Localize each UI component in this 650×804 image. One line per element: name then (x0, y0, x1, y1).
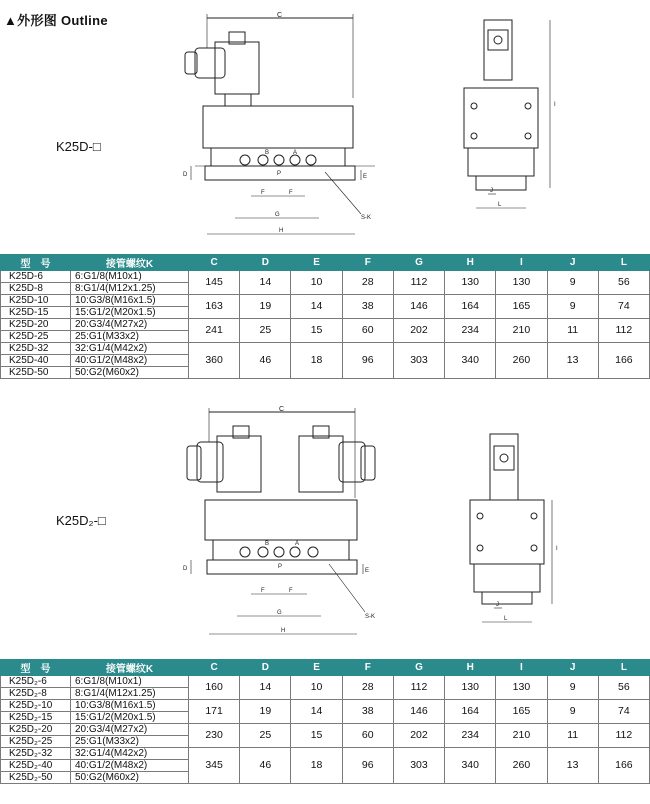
dim-label-j: J (496, 602, 499, 608)
table-row (1, 700, 650, 712)
value-cell: 56 (598, 271, 649, 295)
value-cell: 112 (393, 676, 444, 700)
model-cell: K25D₂-50 (1, 772, 71, 784)
value-cell: 260 (496, 748, 547, 784)
table-header-cell: D (240, 660, 291, 676)
value-cell: 160 (189, 676, 240, 700)
value-cell: 14 (240, 676, 291, 700)
table-header-cell: I (496, 660, 547, 676)
table-header-cell: H (445, 255, 496, 271)
thread-cell: 8:G1/4(M12x1.25) (71, 688, 189, 700)
table-header-row (1, 660, 650, 676)
value-cell: 130 (445, 271, 496, 295)
value-cell: 303 (393, 748, 444, 784)
value-cell: 166 (598, 748, 649, 784)
value-cell: 163 (189, 295, 240, 319)
value-cell: 210 (496, 319, 547, 343)
table-header-cell: 型 号 (1, 660, 71, 676)
page-heading: ▲外形图 Outline (4, 13, 108, 28)
thread-cell: 20:G3/4(M27x2) (71, 724, 189, 736)
value-cell: 9 (547, 676, 598, 700)
value-cell: 130 (445, 676, 496, 700)
value-cell: 13 (547, 748, 598, 784)
value-cell: 25 (240, 724, 291, 748)
model-cell: K25D-8 (1, 283, 71, 295)
table-header-cell: J (547, 255, 598, 271)
thread-cell: 50:G2(M60x2) (71, 367, 189, 379)
dim-label-d: D (183, 566, 188, 572)
value-cell: 303 (393, 343, 444, 379)
value-cell: 166 (598, 343, 649, 379)
side-view-drawing-2 (456, 420, 586, 630)
front-view-drawing-1 (175, 8, 385, 244)
table-header-cell: L (598, 255, 649, 271)
value-cell: 171 (189, 700, 240, 724)
table-header-cell: C (189, 660, 240, 676)
port-label-p: P (278, 564, 283, 570)
dim-label-l: L (498, 202, 502, 208)
model-label-k25d2: K25D₂-□ (56, 513, 106, 528)
value-cell: 19 (240, 700, 291, 724)
thread-cell: 32:G1/4(M42x2) (71, 748, 189, 760)
value-cell: 9 (547, 700, 598, 724)
port-label-b: B (265, 541, 270, 547)
value-cell: 28 (342, 676, 393, 700)
value-cell: 165 (496, 295, 547, 319)
model-cell: K25D-32 (1, 343, 71, 355)
thread-cell: 20:G3/4(M27x2) (71, 319, 189, 331)
value-cell: 112 (393, 271, 444, 295)
value-cell: 11 (547, 319, 598, 343)
table-header-cell: 接管螺纹K (71, 660, 189, 676)
side-view-drawing-1 (450, 8, 580, 218)
model-cell: K25D₂-40 (1, 760, 71, 772)
thread-cell: 10:G3/8(M16x1.5) (71, 295, 189, 307)
table-header-cell: G (393, 660, 444, 676)
table-header-cell: D (240, 255, 291, 271)
value-cell: 112 (598, 319, 649, 343)
value-cell: 13 (547, 343, 598, 379)
dim-label-l: L (504, 616, 508, 622)
dim-label-c: C (279, 406, 285, 413)
table-header-cell: E (291, 660, 342, 676)
dim-label-g: G (275, 212, 280, 218)
model-cell: K25D₂-8 (1, 688, 71, 700)
model-cell: K25D₂-32 (1, 748, 71, 760)
value-cell: 74 (598, 700, 649, 724)
dim-label-sk: S-K (365, 614, 376, 620)
thread-cell: 6:G1/8(M10x1) (71, 271, 189, 283)
thread-cell: 15:G1/2(M20x1.5) (71, 307, 189, 319)
dim-label-i: I (556, 546, 558, 552)
value-cell: 10 (291, 676, 342, 700)
value-cell: 18 (291, 748, 342, 784)
dim-label-h: H (279, 228, 284, 234)
value-cell: 241 (189, 319, 240, 343)
thread-cell: 25:G1(M33x2) (71, 736, 189, 748)
value-cell: 14 (291, 295, 342, 319)
table-header-cell: C (189, 255, 240, 271)
value-cell: 11 (547, 724, 598, 748)
table-header-cell: I (496, 255, 547, 271)
port-label-p: P (277, 171, 282, 177)
dim-label-e: E (363, 174, 368, 180)
value-cell: 74 (598, 295, 649, 319)
table-row (1, 271, 650, 283)
value-cell: 146 (393, 295, 444, 319)
value-cell: 38 (342, 295, 393, 319)
dim-label-g: G (277, 610, 282, 616)
thread-cell: 8:G1/4(M12x1.25) (71, 283, 189, 295)
dim-label-f2: F (289, 588, 293, 594)
value-cell: 202 (393, 319, 444, 343)
value-cell: 96 (342, 343, 393, 379)
value-cell: 345 (189, 748, 240, 784)
value-cell: 15 (291, 319, 342, 343)
value-cell: 14 (291, 700, 342, 724)
value-cell: 46 (240, 748, 291, 784)
value-cell: 15 (291, 724, 342, 748)
value-cell: 60 (342, 724, 393, 748)
model-cell: K25D₂-25 (1, 736, 71, 748)
thread-cell: 32:G1/4(M42x2) (71, 343, 189, 355)
dim-label-f1: F (261, 190, 265, 196)
model-cell: K25D-15 (1, 307, 71, 319)
value-cell: 112 (598, 724, 649, 748)
dim-label-sk: S-K (361, 215, 372, 221)
value-cell: 145 (189, 271, 240, 295)
value-cell: 46 (240, 343, 291, 379)
table-header-cell: E (291, 255, 342, 271)
table-header-cell: J (547, 660, 598, 676)
table-header-row (1, 255, 650, 271)
table-header-cell: G (393, 255, 444, 271)
front-view-drawing-2 (175, 402, 395, 646)
value-cell: 340 (445, 343, 496, 379)
model-cell: K25D₂-15 (1, 712, 71, 724)
value-cell: 230 (189, 724, 240, 748)
dim-label-f1: F (261, 588, 265, 594)
value-cell: 165 (496, 700, 547, 724)
model-cell: K25D₂-6 (1, 676, 71, 688)
value-cell: 164 (445, 295, 496, 319)
value-cell: 9 (547, 271, 598, 295)
value-cell: 146 (393, 700, 444, 724)
thread-cell: 10:G3/8(M16x1.5) (71, 700, 189, 712)
value-cell: 340 (445, 748, 496, 784)
table-row (1, 343, 650, 355)
model-cell: K25D-25 (1, 331, 71, 343)
value-cell: 96 (342, 748, 393, 784)
value-cell: 14 (240, 271, 291, 295)
value-cell: 19 (240, 295, 291, 319)
thread-cell: 25:G1(M33x2) (71, 331, 189, 343)
value-cell: 210 (496, 724, 547, 748)
value-cell: 28 (342, 271, 393, 295)
value-cell: 130 (496, 271, 547, 295)
value-cell: 25 (240, 319, 291, 343)
dim-label-i: I (554, 102, 556, 108)
port-label-a: A (293, 150, 298, 156)
table-row (1, 295, 650, 307)
dim-label-h: H (281, 628, 286, 634)
value-cell: 164 (445, 700, 496, 724)
model-label-k25d: K25D-□ (56, 139, 101, 154)
value-cell: 360 (189, 343, 240, 379)
value-cell: 202 (393, 724, 444, 748)
spec-table-k25d2 (0, 659, 650, 784)
model-cell: K25D-10 (1, 295, 71, 307)
table-header-cell: 接管螺纹K (71, 255, 189, 271)
model-cell: K25D-6 (1, 271, 71, 283)
value-cell: 234 (445, 319, 496, 343)
spec-table-k25d (0, 254, 650, 379)
value-cell: 10 (291, 271, 342, 295)
model-cell: K25D₂-10 (1, 700, 71, 712)
dim-label-e: E (365, 568, 370, 574)
thread-cell: 40:G1/2(M48x2) (71, 355, 189, 367)
value-cell: 56 (598, 676, 649, 700)
table-row (1, 319, 650, 331)
model-cell: K25D₂-20 (1, 724, 71, 736)
table-header-cell: 型 号 (1, 255, 71, 271)
dim-label-d: D (183, 172, 188, 178)
thread-cell: 15:G1/2(M20x1.5) (71, 712, 189, 724)
table-header-cell: H (445, 660, 496, 676)
table-header-cell: F (342, 660, 393, 676)
value-cell: 9 (547, 295, 598, 319)
value-cell: 234 (445, 724, 496, 748)
model-cell: K25D-40 (1, 355, 71, 367)
value-cell: 38 (342, 700, 393, 724)
table-header-cell: L (598, 660, 649, 676)
dim-label-j: J (490, 188, 493, 194)
table-row (1, 724, 650, 736)
model-cell: K25D-50 (1, 367, 71, 379)
dim-label-f2: F (289, 190, 293, 196)
value-cell: 18 (291, 343, 342, 379)
value-cell: 60 (342, 319, 393, 343)
value-cell: 130 (496, 676, 547, 700)
model-cell: K25D-20 (1, 319, 71, 331)
port-label-a: A (295, 541, 300, 547)
thread-cell: 50:G2(M60x2) (71, 772, 189, 784)
value-cell: 260 (496, 343, 547, 379)
thread-cell: 6:G1/8(M10x1) (71, 676, 189, 688)
table-header-cell: F (342, 255, 393, 271)
table-row (1, 676, 650, 688)
dim-label-c: C (277, 12, 283, 19)
port-label-b: B (265, 150, 270, 156)
thread-cell: 40:G1/2(M48x2) (71, 760, 189, 772)
table-row (1, 748, 650, 760)
